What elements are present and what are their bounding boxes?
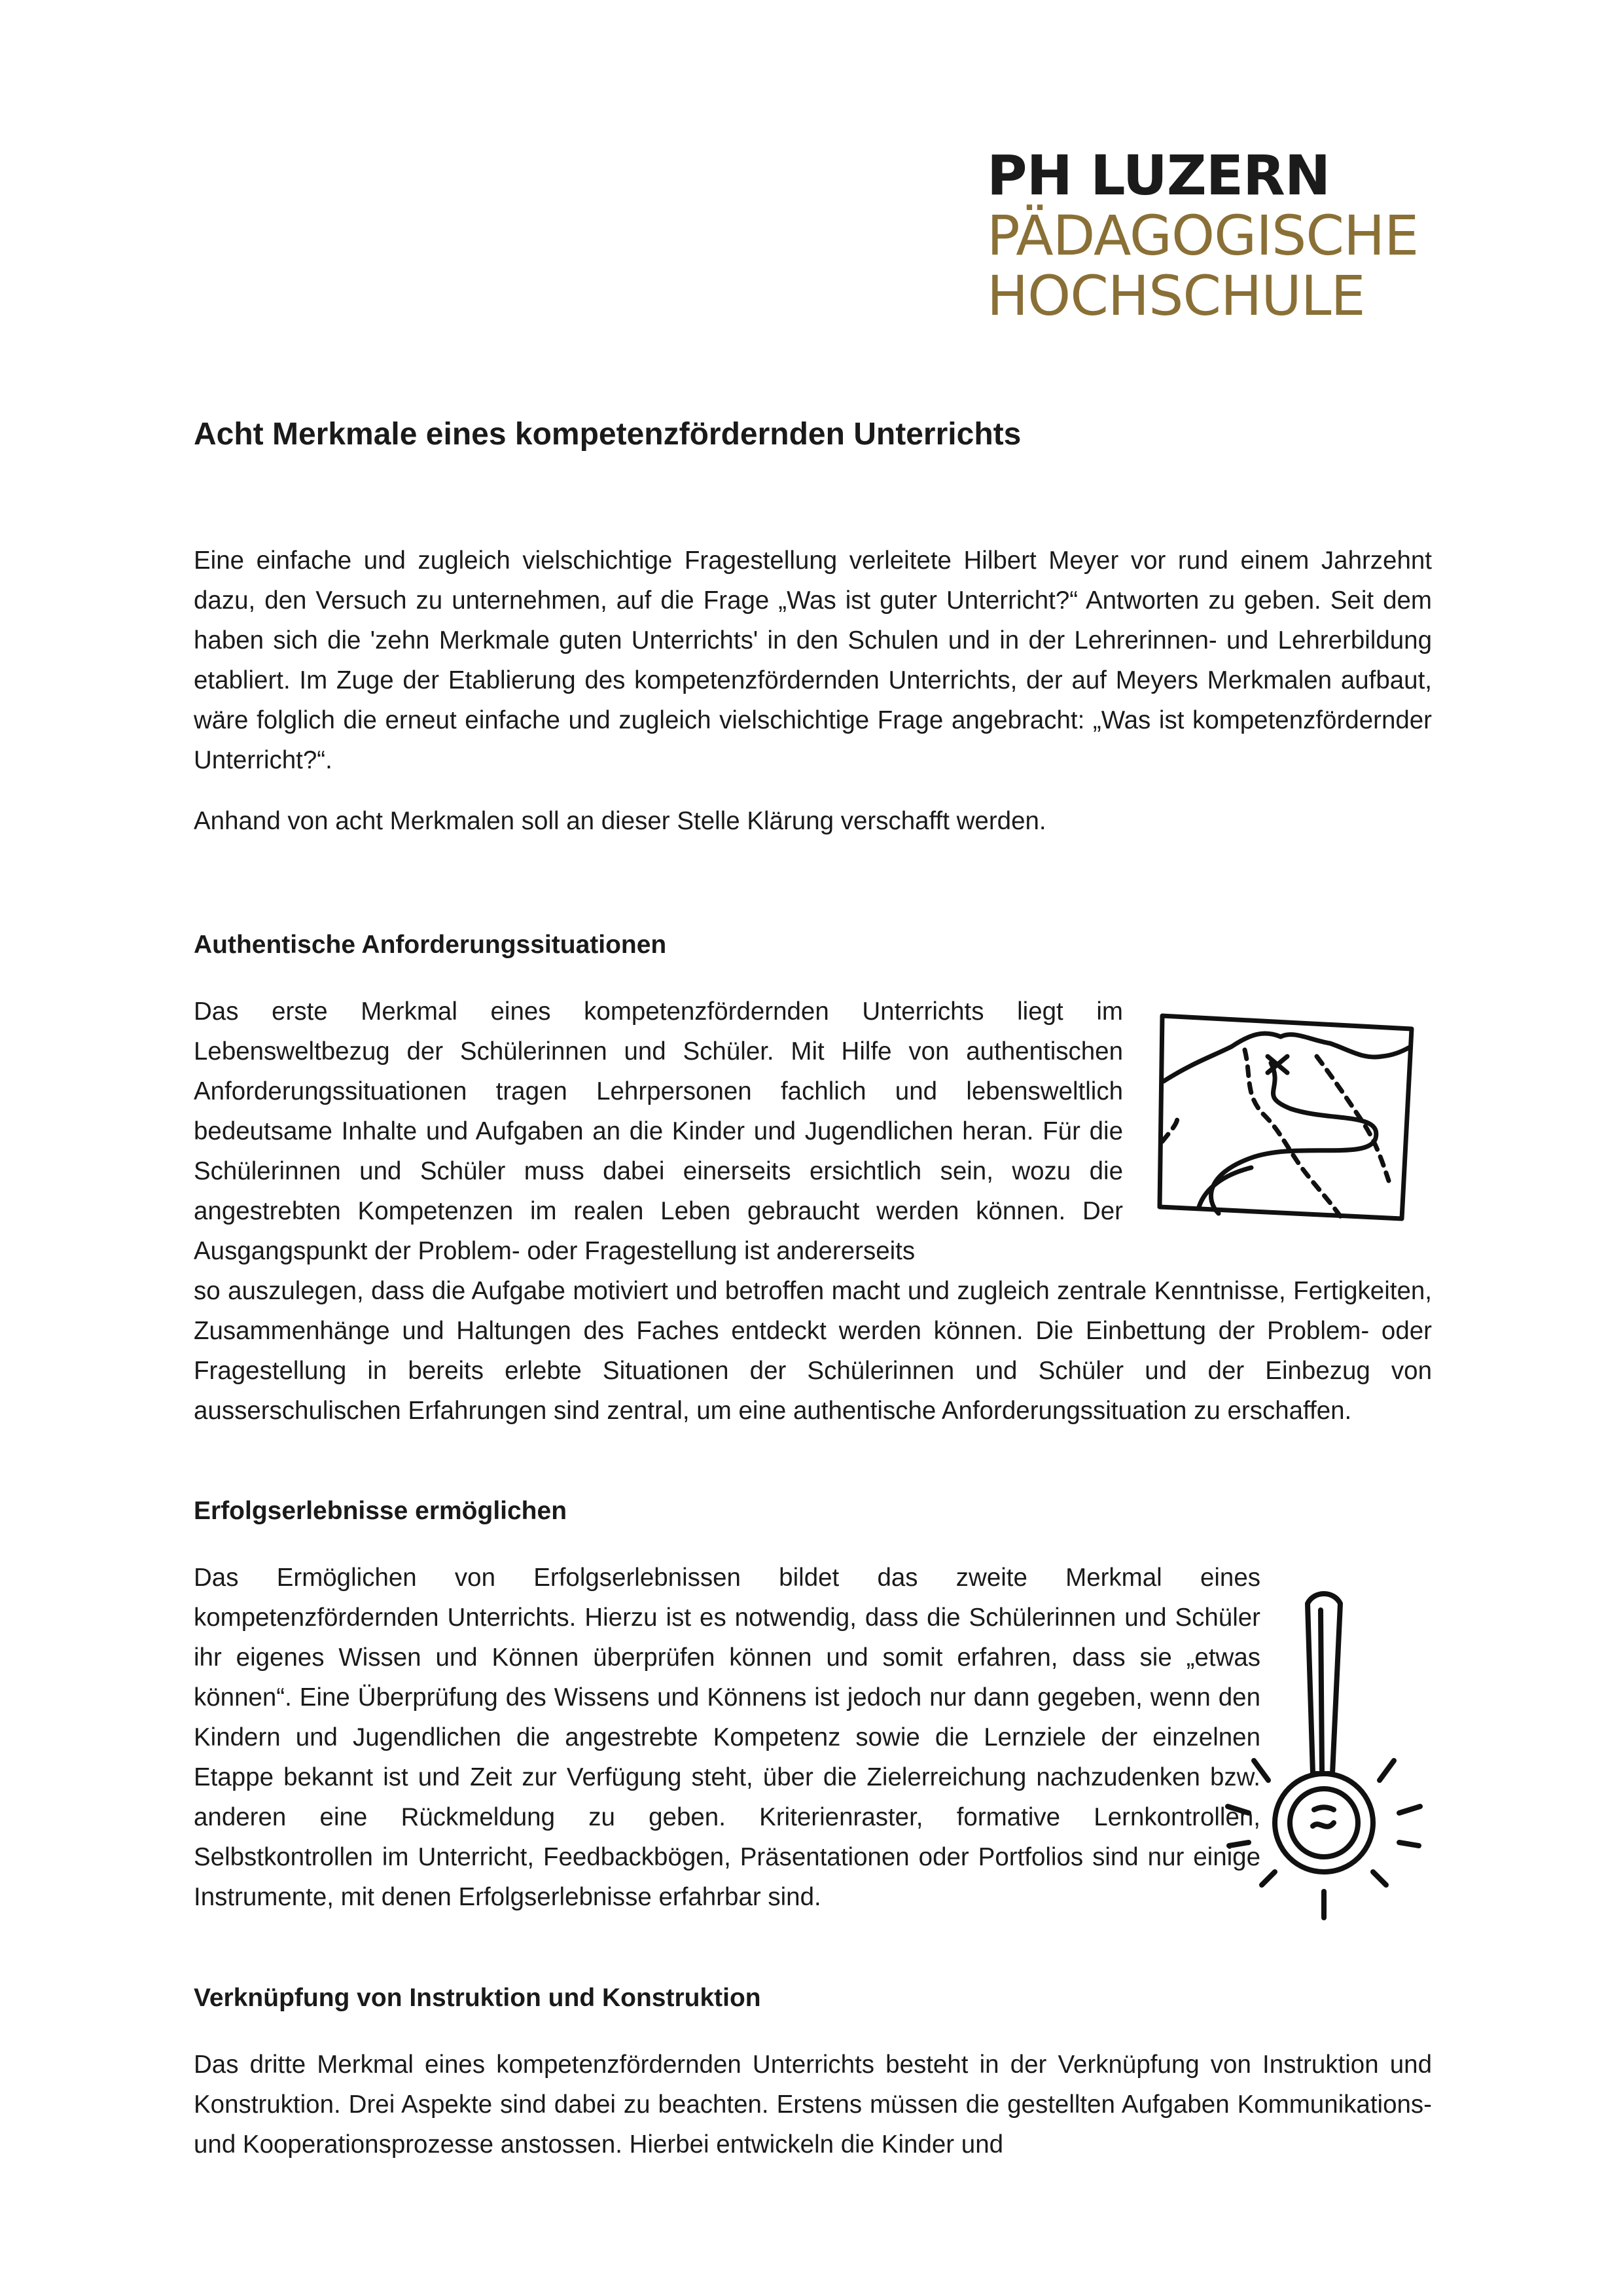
intro-paragraph-2: Anhand von acht Merkmalen soll an dieser Stelle Klärung verschafft werden. bbox=[194, 807, 1046, 835]
logo-line-1: PH LUZERN bbox=[987, 143, 1330, 207]
document-title: Acht Merkmale eines kompetenzfördernden Unterrichts bbox=[194, 417, 1022, 452]
section-3-text: Das dritte Merkmal eines kompetenzfördernden Unterrichts besteht in der Verknüpfung von Instruktion und Konstruktion. Drei Aspekte sind dabei zu beachten. Erstens müssen die gestellten Aufgaben Kommunikations- und Kooperationsprozesse anstossen. Hierbei entwickeln die Kinder und bbox=[194, 2051, 1432, 2159]
logo-line-3: HOCHSCHULE bbox=[987, 264, 1365, 328]
intro-paragraph: Eine einfache und zugleich vielschichtige Fragestellung verleitete Hilbert Meyer vor rund einem Jahrzehnt dazu, den Versuch zu unternehmen, auf die Frage „Was ist guter Unterricht?“ Antworten zu geben. Seit dem haben sich die 'zehn Merkmale guten Unterrichts' in den Schulen und in der Lehrerinnen- und Lehrerbildung etabliert. Im Zuge der Etablierung des kompetenzfördernden Unterrichts, der auf Meyers Merkmalen aufbaut, wäre folglich die erneut einfache und zugleich vielschichtige Frage angebracht: „Was ist kompetenzfördernder Unterricht?“. bbox=[194, 547, 1432, 774]
section-1-text: so auszulegen, dass die Aufgabe motiviert und betroffen macht und zugleich zentrale Kenntnisse, Fertigkeiten, Zusammenhänge und Haltungen des Faches entdeckt werden können. Die Einbettung der Problem- oder Fragestellung in bereits erlebte Situationen der Schülerinnen und Schüler und der Einbezug von ausserschulischen Erfahrungen sind zentral, um eine authentische Anforderungssituation zu erschaffen. bbox=[194, 1277, 1432, 1425]
section-1-text-wrapped: Das erste Merkmal eines kompetenzfördernden Unterrichts liegt im Lebensweltbezug der Schülerinnen und Schüler. Mit Hilfe von authentischen Anforderungssituationen tragen Lehrpersonen fachlich und lebensweltlich bedeutsame Inhalte und Aufgaben an die Kinder und Jugendlichen heran. Für die Schülerinnen und Schüler muss dabei einerseits ersichtlich sein, wozu die angestrebten Kompetenzen im realen Leben gebraucht werden können. Der Ausgangspunkt der Problem- oder Fragestellung ist andererseits bbox=[194, 997, 1123, 1265]
medal-icon bbox=[1222, 1584, 1425, 1924]
map-route-icon bbox=[1153, 1011, 1415, 1227]
section-heading-2: Erfolgserlebnisse ermöglichen bbox=[194, 1497, 567, 1525]
section-2-text-wrapped: Das Ermöglichen von Erfolgserlebnissen bildet das zweite Merkmal eines kompetenzfördernden Unterrichts. Hierzu ist es notwendig, dass die Schülerinnen und Schüler ihr eigenes Wissen und Können überprüfen können und somit erfahren, dass sie „etwas können“. Eine Überprüfung des Wissens und Könnens ist jedoch nur dann gegeben, wenn den Kindern und Jugendlichen die angestrebte Kompetenz sowie die Lernziele der einzelnen Etappe bekannt ist und Zeit zur Verfügung steht, über die Zielerreichung nachzudenken bzw. anderen eine Rückmeldung zu geben. Kriterienraster, formative Lernkontrollen, Selbstkontrollen im Unterricht, Feedbackbögen, Präsentationen oder Portfolios sind nur einige Instrumente, mit denen Erfolgserlebnisse erfahrbar sind. bbox=[194, 1564, 1260, 1911]
ph-luzern-logo bbox=[987, 145, 1445, 326]
logo-line-2: PÄDAGOGISCHE bbox=[987, 204, 1419, 268]
section-heading-1: Authentische Anforderungssituationen bbox=[194, 931, 667, 959]
section-heading-3: Verknüpfung von Instruktion und Konstruktion bbox=[194, 1984, 761, 2012]
